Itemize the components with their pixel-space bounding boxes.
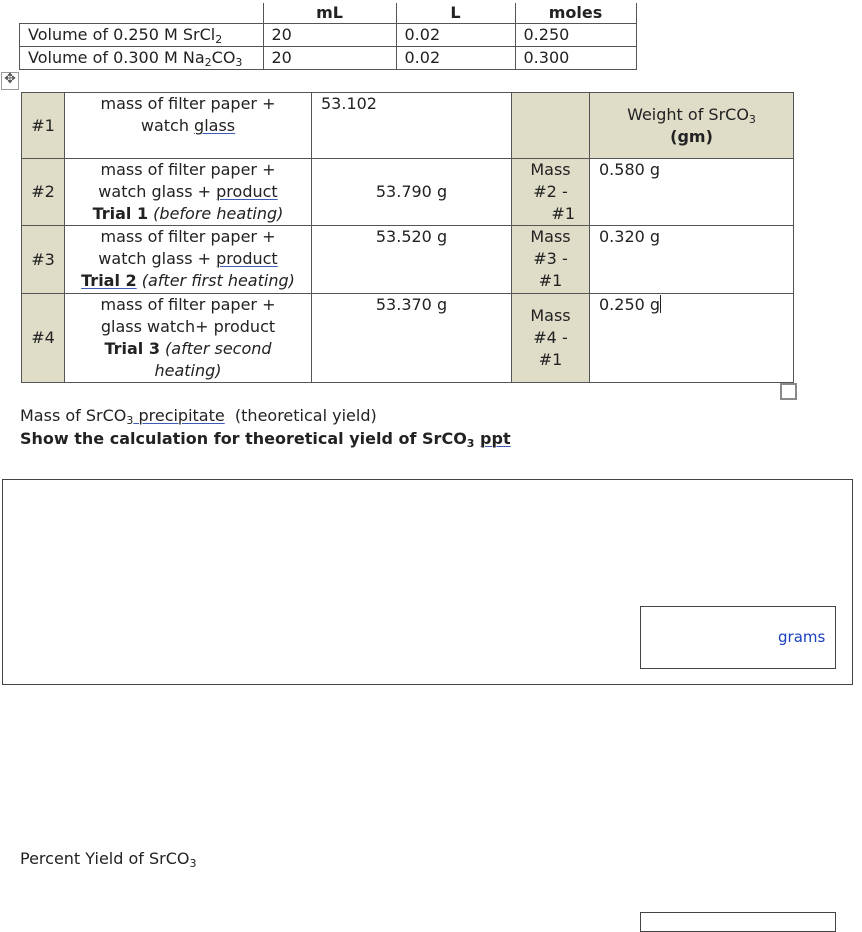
table-row — [22, 93, 794, 159]
mass-value-cell[interactable]: 53.520 g — [312, 226, 512, 294]
header-ml: mL — [263, 3, 396, 24]
table-row — [20, 47, 637, 70]
cell-l[interactable]: 0.02 — [396, 24, 515, 47]
cell-moles[interactable]: 0.250 — [515, 24, 636, 47]
row-number: #1 — [22, 93, 65, 159]
mass-value-cell[interactable]: 53.370 g — [312, 294, 512, 383]
theoretical-yield-label: Mass of SrCO$_3$ precipitate (theoretical yield) — [20, 406, 377, 427]
weight-value-cell[interactable]: 0.320 g — [590, 226, 794, 294]
table-row — [22, 226, 794, 294]
row-description: mass of filter paper + watch glass + product Trial 1 (before heating) — [65, 159, 312, 226]
table-move-handle-icon[interactable]: ✥ — [1, 72, 19, 90]
solution-volume-table — [19, 3, 637, 70]
row-number: #3 — [22, 226, 65, 294]
mass-difference-label: Mass #4 - #1 — [512, 294, 590, 383]
row-label-na2co3: Volume of 0.300 M $Na_2CO_3$ — [20, 47, 264, 70]
cell-l[interactable]: 0.02 — [396, 47, 515, 70]
table-row — [20, 24, 637, 47]
weight-value-cell[interactable]: 0.250 g — [590, 294, 794, 383]
mass-measurement-table — [21, 92, 794, 383]
row-number: #2 — [22, 159, 65, 226]
checkbox[interactable] — [780, 383, 797, 400]
header-moles: moles — [515, 3, 636, 24]
percent-yield-input[interactable] — [640, 912, 836, 932]
blank-header-cell — [20, 3, 264, 24]
grams-unit-label: grams — [778, 628, 826, 646]
text-cursor — [660, 295, 661, 313]
mass-difference-label: Mass #2 - #1 — [512, 159, 590, 226]
mass-value-cell[interactable]: 53.790 g — [312, 159, 512, 226]
row-label-srcl2: Volume of 0.250 M SrCl$_2$ — [20, 24, 264, 47]
mass-difference-label: Mass #3 - #1 — [512, 226, 590, 294]
weight-header: Weight of SrCO$_3$ (gm) — [590, 93, 794, 159]
percent-yield-label: Percent Yield of SrCO$_3$ — [20, 849, 197, 870]
cell-ml[interactable]: 20 — [263, 47, 396, 70]
row-description: mass of filter paper + watch glass — [65, 93, 312, 159]
cell-moles[interactable]: 0.300 — [515, 47, 636, 70]
mass-value-cell[interactable]: 53.102 — [312, 93, 512, 159]
row-description: mass of filter paper + watch glass + product Trial 2 (after first heating) — [65, 226, 312, 294]
blank-diff-cell — [512, 93, 590, 159]
row-description: mass of filter paper + glass watch+ product Trial 3 (after second heating) — [65, 294, 312, 383]
table-row — [22, 159, 794, 226]
weight-value-cell[interactable]: 0.580 g — [590, 159, 794, 226]
row-number: #4 — [22, 294, 65, 383]
cell-ml[interactable]: 20 — [263, 24, 396, 47]
table-row — [22, 294, 794, 383]
calculation-instruction: Show the calculation for theoretical yield of SrCO$_3$ ppt — [20, 429, 511, 450]
header-l: L — [396, 3, 515, 24]
